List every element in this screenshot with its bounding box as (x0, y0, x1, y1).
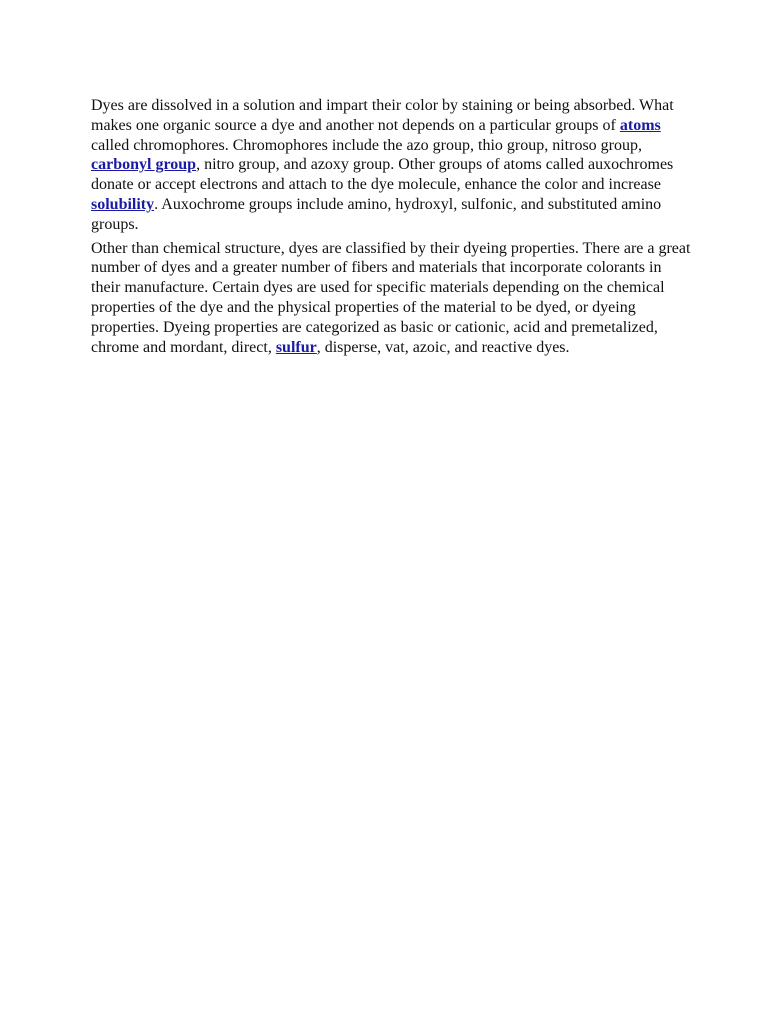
link-carbonyl-group[interactable]: carbonyl group (91, 156, 197, 174)
paragraph-dyeing-properties (91, 239, 691, 358)
paragraph-chromophores (91, 96, 691, 235)
paragraph-text: . Auxochrome groups include amino, hydroxyl, sulfonic, and substituted amino groups. (91, 195, 662, 233)
link-sulfur[interactable]: sulfur (275, 338, 317, 356)
paragraph-text: Other than chemical structure, dyes are classified by their dyeing properties. There are a great number of dyes and a greater number of fibers and materials that incorporate colorants in their manufacture. Certain dyes are used for specific materials depending on the chemical properties of the dye and the physical properties of the material to be dyed, or dyeing properties. Dyeing properties are categorized as basic or cationic, acid and premetalized, chrome and mordant, direct, (91, 239, 691, 356)
paragraph-text: , nitro group, and azoxy group. Other groups of atoms called auxochromes donate or accept electrons and attach to the dye molecule, enhance the color and increase (91, 156, 674, 194)
link-solubility[interactable]: solubility (91, 195, 155, 213)
paragraph-text: Dyes are dissolved in a solution and impart their color by staining or being absorbed. What makes one organic source a dye and another not depends on a particular groups of (91, 97, 674, 134)
paragraph-text: , disperse, vat, azoic, and reactive dyes. (316, 338, 570, 356)
paragraph-text: called chromophores. Chromophores include the azo group, thio group, nitroso group, (91, 136, 642, 154)
document-body (91, 96, 691, 361)
link-atoms[interactable]: atoms (619, 116, 661, 134)
